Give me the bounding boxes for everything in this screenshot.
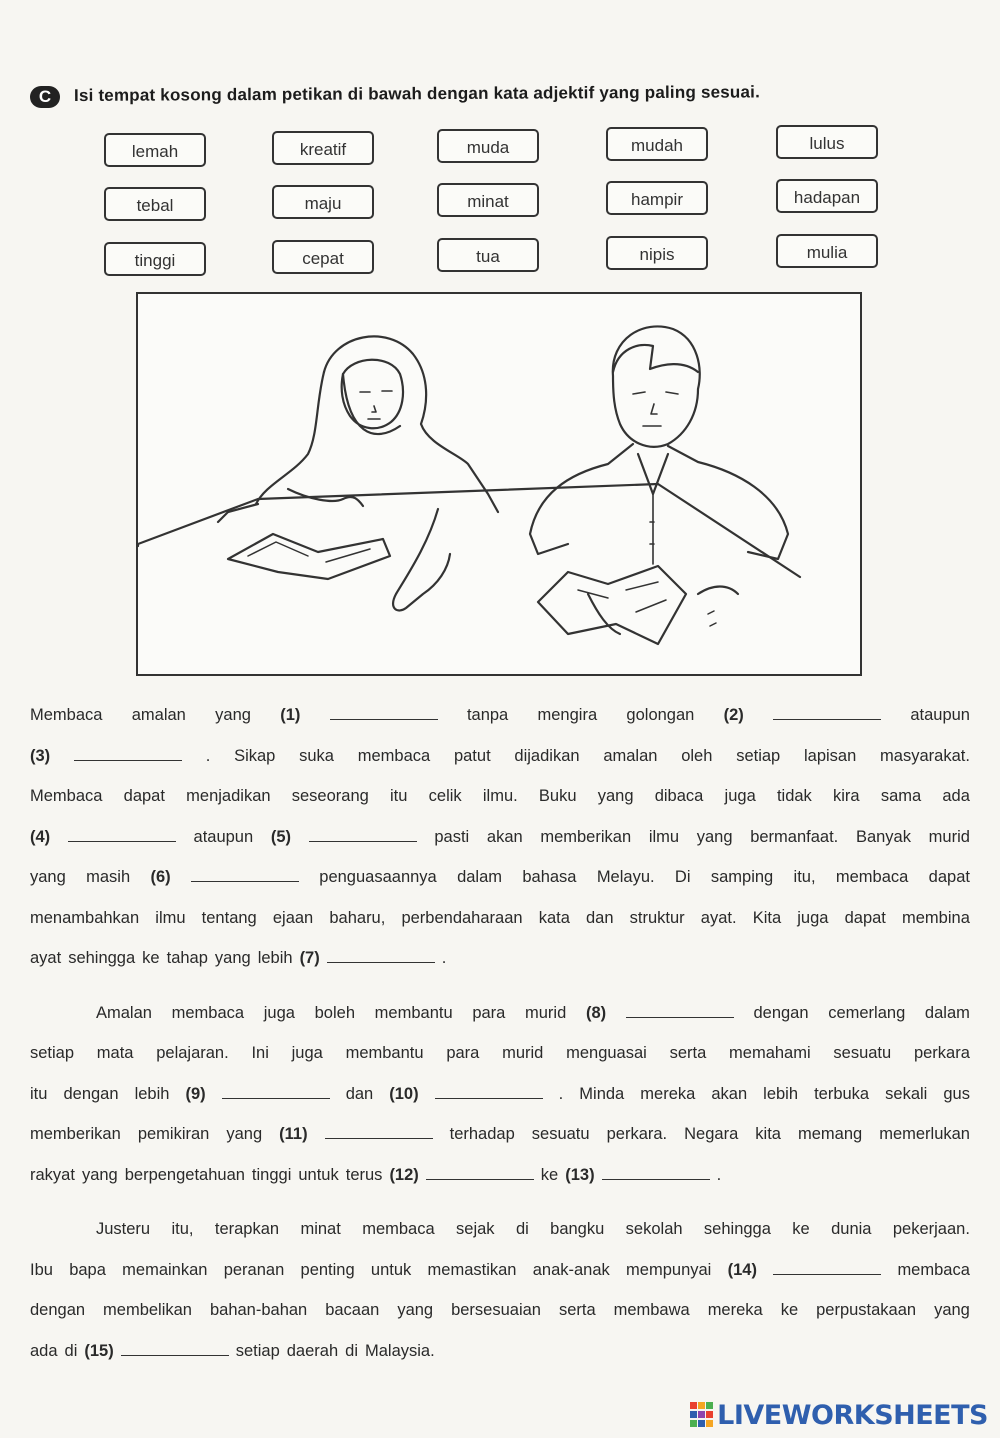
blank-number: (8) (585, 1003, 607, 1022)
passage-word: bahasa (522, 868, 577, 886)
passage-word: di (345, 1341, 358, 1360)
passage-word: bacaan (325, 1301, 380, 1319)
girl-hijab-icon (324, 336, 498, 512)
paragraph-p1 (30, 702, 970, 986)
passage-word: membaca (171, 1003, 245, 1022)
passage-word: juga (797, 908, 829, 927)
boy-book-icon (538, 566, 686, 644)
passage-word: memahami (729, 1044, 811, 1062)
passage-word: ataupun (193, 827, 254, 846)
passage-word: ilmu (648, 827, 680, 846)
passage-word: memerlukan (879, 1125, 970, 1143)
passage-word: itu, (793, 868, 816, 886)
passage-word: tentang (201, 908, 257, 927)
passage-word: ilmu. (482, 787, 518, 805)
passage-word: terapkan (214, 1220, 280, 1238)
passage-line (30, 1162, 970, 1203)
passage-word: tanpa (466, 706, 509, 724)
passage-line (30, 864, 970, 905)
passage-word: memberikan (30, 1125, 121, 1143)
passage-word: para (472, 1003, 506, 1022)
passage-word: membantu (374, 1003, 453, 1022)
passage-word: minat (300, 1220, 341, 1238)
passage-word: mengira (537, 706, 598, 724)
passage-word: dan (345, 1084, 374, 1103)
passage-word: yang (81, 1165, 118, 1184)
word-card: nipis (606, 236, 708, 270)
answer-blank[interactable] (74, 746, 182, 761)
passage-word: . (205, 746, 211, 765)
answer-blank[interactable] (773, 1260, 881, 1275)
passage-word: boleh (314, 1003, 355, 1022)
passage-word: Membaca (30, 787, 103, 805)
word-bank (0, 0, 1000, 290)
answer-blank[interactable] (325, 1124, 433, 1139)
passage-word: perbendaharaan (401, 908, 523, 927)
passage-word: peranan (223, 1260, 285, 1279)
passage-word: bermanfaat. (750, 827, 839, 846)
passage-word: Di (674, 868, 691, 886)
passage-word: memainkan (122, 1260, 208, 1279)
instruction-text: Isi tempat kosong dalam petikan di bawah dengan kata adjektif yang paling sesuai. (73, 82, 761, 105)
passage-word: Ini (251, 1044, 269, 1062)
blank-number: (14) (727, 1260, 757, 1279)
passage-word: yang (214, 949, 251, 967)
passage-word: tinggi (251, 1165, 292, 1184)
passage-word: dapat (928, 868, 970, 886)
answer-blank[interactable] (602, 1165, 710, 1180)
passage-word: perkara. (606, 1125, 668, 1143)
passage-word: juga (724, 787, 756, 805)
passage-word: para (446, 1044, 480, 1062)
passage-line (30, 945, 970, 986)
passage-line (30, 824, 970, 865)
passage-word: itu (30, 1084, 48, 1103)
answer-blank[interactable] (309, 827, 417, 842)
passage-word: sesuatu (531, 1125, 590, 1143)
passage-word: memang (797, 1125, 863, 1143)
passage-word: mereka (707, 1301, 763, 1319)
passage-word: Minda (579, 1084, 625, 1103)
passage-word: ejaan (272, 908, 314, 927)
passage-word: dunia (831, 1220, 872, 1238)
paragraph-p3 (30, 1216, 970, 1378)
passage-word: dengan (753, 1003, 809, 1022)
passage-word: tahap (166, 949, 208, 967)
word-card: hadapan (776, 179, 878, 213)
passage-word: pelajaran. (156, 1044, 229, 1062)
passage-word: yang (397, 1301, 434, 1319)
passage-word: sejak (456, 1220, 495, 1238)
passage-word: amalan (603, 746, 658, 765)
passage-word: ke (142, 949, 160, 967)
passage-word: patut (453, 746, 491, 765)
passage-word: yang (597, 787, 634, 805)
answer-blank[interactable] (426, 1165, 534, 1180)
passage-word: mempunyai (626, 1260, 712, 1279)
passage-word: baharu, (329, 908, 386, 927)
passage-word: Membaca (30, 706, 103, 724)
passage-word: menguasai (566, 1044, 647, 1062)
passage-word: murid (525, 1003, 567, 1022)
passage-word: pemikiran (137, 1125, 210, 1143)
passage-word: pasti (434, 827, 470, 846)
answer-blank[interactable] (330, 705, 438, 720)
passage-word: terus (345, 1165, 383, 1184)
word-card: tebal (104, 187, 206, 221)
passage-word: yang (226, 1125, 263, 1143)
passage-line (30, 1338, 970, 1379)
passage-word: terbuka (814, 1084, 870, 1103)
passage-word: membawa (613, 1301, 690, 1319)
passage-word: ke (792, 1220, 810, 1238)
boy-face-icon (613, 326, 700, 446)
passage (30, 702, 970, 1392)
passage-word: Malaysia. (364, 1341, 435, 1360)
passage-word: lebih (257, 949, 293, 967)
passage-word: bapa (69, 1260, 106, 1279)
word-card: muda (437, 129, 539, 163)
word-card: maju (272, 185, 374, 219)
word-card: mulia (776, 234, 878, 268)
passage-line (30, 1040, 970, 1081)
passage-word: suka (299, 746, 334, 765)
word-card: tinggi (104, 242, 206, 276)
passage-word: anak-anak (532, 1260, 610, 1279)
answer-blank[interactable] (68, 827, 176, 842)
blank-number: (6) (150, 868, 171, 886)
passage-word: sesuatu (833, 1044, 892, 1062)
passage-word: dijadikan (514, 746, 580, 765)
passage-word: dengan (30, 1301, 86, 1319)
passage-word: untuk (298, 1165, 339, 1184)
passage-word: kata (538, 908, 570, 927)
passage-word: setiap (736, 746, 781, 765)
word-card: tua (437, 238, 539, 272)
passage-word: juga (263, 1003, 295, 1022)
passage-word: lebih (134, 1084, 170, 1103)
passage-word: ayat. (700, 908, 737, 927)
passage-word: lebih (763, 1084, 799, 1103)
passage-word: Amalan (96, 1003, 152, 1022)
blank-number: (7) (299, 949, 320, 967)
passage-word: mata (96, 1044, 134, 1062)
answer-blank[interactable] (191, 867, 299, 882)
passage-line (30, 743, 970, 784)
passage-word: membelikan (103, 1301, 192, 1319)
passage-word: ataupun (910, 706, 970, 724)
passage-word: Justeru (96, 1220, 151, 1238)
passage-word: dalam (924, 1003, 970, 1022)
blank-number: (12) (389, 1165, 419, 1184)
word-card: lulus (776, 125, 878, 159)
answer-blank[interactable] (121, 1341, 229, 1356)
passage-word: akan (711, 1084, 748, 1103)
passage-word: bahan-bahan (209, 1301, 308, 1319)
passage-word: sama (880, 787, 922, 805)
passage-word: akan (486, 827, 523, 846)
passage-word: daerah (286, 1341, 339, 1360)
table-outline-icon (138, 484, 800, 577)
passage-word: Banyak (855, 827, 911, 846)
passage-word: Negara (684, 1125, 739, 1143)
word-card: cepat (272, 240, 374, 274)
passage-word: samping (710, 868, 774, 886)
passage-word: berpengetahuan (124, 1165, 245, 1184)
passage-word: dalam (457, 868, 503, 886)
blank-number: (3) (30, 746, 51, 765)
passage-word: yang (30, 868, 66, 886)
answer-blank[interactable] (327, 948, 435, 963)
answer-blank[interactable] (222, 1084, 330, 1099)
passage-word: . (558, 1084, 564, 1103)
passage-word: sekali (885, 1084, 928, 1103)
passage-word: pekerjaan. (892, 1220, 970, 1238)
passage-word: menjadikan (186, 787, 271, 805)
section-badge: C (30, 86, 60, 108)
passage-word: memastikan (427, 1260, 517, 1279)
passage-word: membaca (362, 1220, 435, 1238)
students-reading-illustration (138, 294, 860, 674)
blank-number: (1) (280, 706, 301, 724)
passage-word: itu, (171, 1220, 194, 1238)
passage-line (30, 783, 970, 824)
passage-line (30, 1081, 970, 1122)
passage-word: masyarakat. (880, 746, 970, 765)
passage-word: penting (300, 1260, 355, 1279)
passage-word: itu (390, 787, 408, 805)
passage-word: celik (428, 787, 462, 805)
passage-word: kita (755, 1125, 781, 1143)
passage-word: serta (558, 1301, 596, 1319)
answer-blank[interactable] (435, 1084, 543, 1099)
passage-line (30, 1257, 970, 1298)
passage-word: membaca (897, 1260, 970, 1279)
passage-word: ke (540, 1165, 559, 1184)
passage-word: struktur (629, 908, 685, 927)
passage-word: Kita (752, 908, 782, 927)
passage-line (30, 1297, 970, 1338)
blank-number: (9) (185, 1084, 206, 1103)
passage-word: ilmu (155, 908, 186, 927)
passage-word: bangku (550, 1220, 605, 1238)
passage-word: amalan (131, 706, 186, 724)
passage-word: Buku (538, 787, 577, 805)
passage-word: murid (928, 827, 970, 846)
passage-word: membina (902, 908, 970, 927)
passage-word: . (716, 1165, 722, 1184)
word-card: lemah (104, 133, 206, 167)
passage-word: dibaca (654, 787, 704, 805)
passage-line (30, 1000, 970, 1041)
passage-word: setiap (235, 1341, 280, 1360)
blank-number: (5) (270, 827, 292, 846)
passage-word: di (515, 1220, 529, 1238)
passage-word: sehingga (68, 949, 136, 967)
passage-word: penguasaannya (319, 868, 437, 886)
paragraph-p2 (30, 1000, 970, 1203)
passage-line (30, 1121, 970, 1162)
brand-name: LIVEWORKSHEETS (717, 1399, 988, 1431)
passage-word: serta (669, 1044, 707, 1062)
passage-word: tidak (776, 787, 812, 805)
girl-face-icon (342, 360, 403, 429)
passage-word: rakyat (30, 1165, 75, 1184)
passage-word: ayat (30, 949, 62, 967)
passage-word: membaca (835, 868, 909, 886)
passage-word: yang (215, 706, 251, 724)
passage-word: ke (780, 1301, 799, 1319)
passage-word: membantu (345, 1044, 424, 1062)
passage-word: perpustakaan (816, 1301, 917, 1319)
passage-word: dengan (63, 1084, 119, 1103)
passage-word: seseorang (291, 787, 369, 805)
girl-book-icon (228, 534, 390, 579)
passage-word: perkara (913, 1044, 970, 1062)
passage-word: Sikap (234, 746, 276, 765)
blank-number: (11) (279, 1125, 308, 1143)
brand (689, 1400, 988, 1430)
blank-number: (4) (30, 827, 51, 846)
blank-number: (15) (84, 1341, 114, 1360)
passage-word: di (64, 1341, 78, 1360)
answer-blank[interactable] (626, 1003, 734, 1018)
passage-line (30, 905, 970, 946)
passage-line (30, 702, 970, 743)
passage-word: memberikan (540, 827, 632, 846)
passage-word: masih (86, 868, 131, 886)
passage-word: gus (943, 1084, 970, 1103)
passage-word: dapat (123, 787, 165, 805)
blank-number: (2) (723, 706, 744, 724)
passage-word: golongan (626, 706, 695, 724)
passage-word: untuk (370, 1260, 412, 1279)
passage-word: murid (502, 1044, 544, 1062)
passage-word: sekolah (625, 1220, 683, 1238)
passage-word: ada (30, 1341, 58, 1360)
passage-line (30, 1216, 970, 1257)
passage-word: lapisan (803, 746, 857, 765)
passage-word: yang (696, 827, 733, 846)
boy-shirt-icon (530, 444, 788, 559)
word-card: minat (437, 183, 539, 217)
passage-word: oleh (681, 746, 713, 765)
blank-number: (13) (565, 1165, 595, 1184)
passage-word: menambahkan (30, 908, 140, 927)
passage-word: juga (291, 1044, 323, 1062)
passage-word: Melayu. (596, 868, 655, 886)
illustration-frame (136, 292, 862, 676)
word-card: kreatif (272, 131, 374, 165)
passage-word: mereka (640, 1084, 696, 1103)
answer-blank[interactable] (773, 705, 881, 720)
passage-word: cemerlang (828, 1003, 906, 1022)
passage-word: yang (934, 1301, 970, 1319)
passage-word: dan (586, 908, 614, 927)
liveworksheets-logo-icon (689, 1401, 715, 1429)
passage-word: membaca (357, 746, 431, 765)
passage-word: dapat (844, 908, 886, 927)
word-card: mudah (606, 127, 708, 161)
passage-word: . (441, 949, 447, 967)
passage-word: setiap (30, 1044, 75, 1062)
passage-word: sehingga (703, 1220, 771, 1238)
passage-word: ada (942, 787, 970, 805)
blank-number: (10) (389, 1084, 419, 1103)
passage-word: Ibu (30, 1260, 53, 1279)
passage-word: terhadap (449, 1125, 515, 1143)
passage-word: bersesuaian (451, 1301, 541, 1319)
word-card: hampir (606, 181, 708, 215)
passage-word: kira (833, 787, 860, 805)
